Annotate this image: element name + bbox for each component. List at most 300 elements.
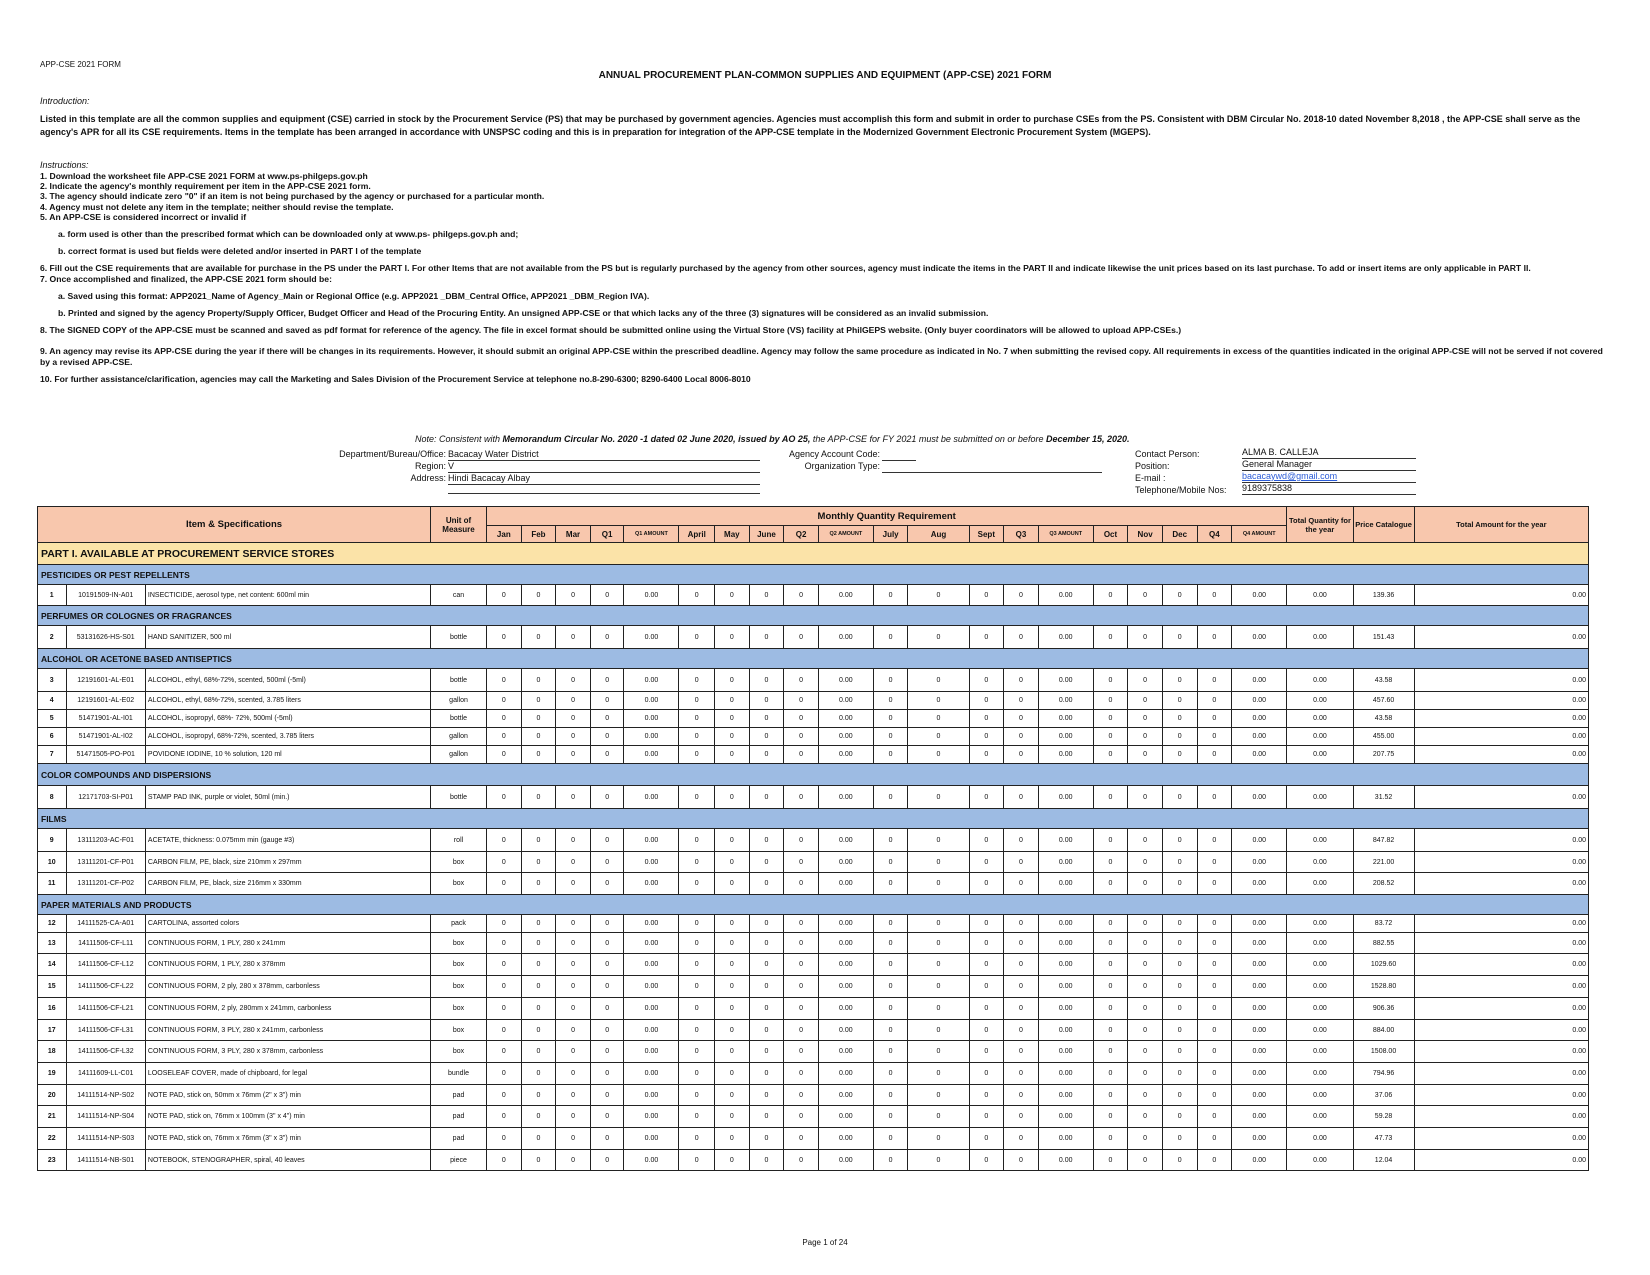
quantity-cell[interactable]: 0 bbox=[679, 728, 715, 746]
quantity-cell[interactable]: 0 bbox=[1197, 998, 1232, 1020]
quantity-cell[interactable]: 0 bbox=[908, 746, 969, 764]
quantity-cell[interactable]: 0 bbox=[521, 710, 556, 728]
quantity-cell[interactable]: 0 bbox=[873, 1106, 908, 1128]
quantity-cell[interactable]: 0 bbox=[749, 1106, 784, 1128]
quantity-cell[interactable]: 0 bbox=[715, 915, 750, 933]
quantity-cell[interactable]: 0 bbox=[1128, 585, 1163, 606]
quantity-cell[interactable]: 0 bbox=[1128, 728, 1163, 746]
quantity-cell[interactable]: 0 bbox=[679, 998, 715, 1020]
quantity-cell[interactable]: 0 bbox=[1128, 1106, 1163, 1128]
quantity-cell[interactable]: 0 bbox=[873, 1063, 908, 1085]
quantity-cell[interactable]: 0 bbox=[749, 746, 784, 764]
quantity-cell[interactable]: 0 bbox=[749, 915, 784, 933]
quantity-cell[interactable]: 0 bbox=[487, 728, 522, 746]
quantity-cell[interactable]: 0 bbox=[521, 669, 556, 692]
quantity-cell[interactable]: 0 bbox=[521, 1085, 556, 1106]
quantity-cell[interactable]: 0 bbox=[715, 976, 750, 998]
quantity-cell[interactable]: 0 bbox=[1093, 933, 1128, 954]
quantity-cell[interactable]: 0 bbox=[556, 1020, 591, 1041]
quantity-cell[interactable]: 0 bbox=[1093, 1085, 1128, 1106]
quantity-cell[interactable]: 0 bbox=[590, 829, 624, 852]
quantity-cell[interactable]: 0 bbox=[1004, 669, 1039, 692]
quantity-cell[interactable]: 0 bbox=[1197, 585, 1232, 606]
quantity-cell[interactable]: 0 bbox=[590, 585, 624, 606]
account-code-field[interactable] bbox=[882, 449, 916, 461]
quantity-cell[interactable]: 0 bbox=[679, 1128, 715, 1150]
quantity-cell[interactable]: 0 bbox=[1162, 915, 1197, 933]
quantity-cell[interactable]: 0 bbox=[487, 1150, 522, 1171]
quantity-cell[interactable]: 0 bbox=[908, 710, 969, 728]
quantity-cell[interactable]: 0 bbox=[1162, 1106, 1197, 1128]
quantity-cell[interactable]: 0 bbox=[521, 873, 556, 895]
quantity-cell[interactable]: 0 bbox=[1128, 746, 1163, 764]
quantity-cell[interactable]: 0 bbox=[1093, 1041, 1128, 1063]
quantity-cell[interactable]: 0 bbox=[590, 710, 624, 728]
quantity-cell[interactable]: 0 bbox=[1162, 728, 1197, 746]
quantity-cell[interactable]: 0 bbox=[1197, 852, 1232, 873]
quantity-cell[interactable]: 0 bbox=[1162, 746, 1197, 764]
quantity-cell[interactable]: 0 bbox=[487, 852, 522, 873]
quantity-cell[interactable]: 0 bbox=[873, 852, 908, 873]
quantity-cell[interactable]: 0 bbox=[1128, 915, 1163, 933]
region-field[interactable]: V bbox=[448, 461, 760, 473]
quantity-cell[interactable]: 0 bbox=[590, 933, 624, 954]
quantity-cell[interactable]: 0 bbox=[1128, 1041, 1163, 1063]
quantity-cell[interactable]: 0 bbox=[487, 786, 522, 809]
quantity-cell[interactable]: 0 bbox=[1128, 954, 1163, 976]
quantity-cell[interactable]: 0 bbox=[873, 585, 908, 606]
quantity-cell[interactable]: 0 bbox=[715, 692, 750, 710]
quantity-cell[interactable]: 0 bbox=[1004, 1128, 1039, 1150]
quantity-cell[interactable]: 0 bbox=[908, 626, 969, 649]
quantity-cell[interactable]: 0 bbox=[679, 746, 715, 764]
quantity-cell[interactable]: 0 bbox=[679, 933, 715, 954]
quantity-cell[interactable]: 0 bbox=[1093, 1020, 1128, 1041]
quantity-cell[interactable]: 0 bbox=[749, 710, 784, 728]
quantity-cell[interactable]: 0 bbox=[784, 998, 819, 1020]
quantity-cell[interactable]: 0 bbox=[784, 1128, 819, 1150]
quantity-cell[interactable]: 0 bbox=[749, 1085, 784, 1106]
quantity-cell[interactable]: 0 bbox=[873, 669, 908, 692]
quantity-cell[interactable]: 0 bbox=[1128, 852, 1163, 873]
quantity-cell[interactable]: 0 bbox=[1128, 710, 1163, 728]
quantity-cell[interactable]: 0 bbox=[1162, 998, 1197, 1020]
quantity-cell[interactable]: 0 bbox=[784, 692, 819, 710]
quantity-cell[interactable]: 0 bbox=[679, 954, 715, 976]
quantity-cell[interactable]: 0 bbox=[1093, 1063, 1128, 1085]
quantity-cell[interactable]: 0 bbox=[908, 1106, 969, 1128]
quantity-cell[interactable]: 0 bbox=[969, 585, 1004, 606]
quantity-cell[interactable]: 0 bbox=[873, 728, 908, 746]
quantity-cell[interactable]: 0 bbox=[969, 954, 1004, 976]
quantity-cell[interactable]: 0 bbox=[1093, 954, 1128, 976]
quantity-cell[interactable]: 0 bbox=[487, 1063, 522, 1085]
quantity-cell[interactable]: 0 bbox=[679, 1063, 715, 1085]
quantity-cell[interactable]: 0 bbox=[908, 915, 969, 933]
quantity-cell[interactable]: 0 bbox=[1093, 852, 1128, 873]
quantity-cell[interactable]: 0 bbox=[1093, 585, 1128, 606]
quantity-cell[interactable]: 0 bbox=[521, 1020, 556, 1041]
quantity-cell[interactable]: 0 bbox=[1162, 954, 1197, 976]
quantity-cell[interactable]: 0 bbox=[521, 998, 556, 1020]
quantity-cell[interactable]: 0 bbox=[749, 1063, 784, 1085]
quantity-cell[interactable]: 0 bbox=[1128, 1150, 1163, 1171]
quantity-cell[interactable]: 0 bbox=[908, 1085, 969, 1106]
quantity-cell[interactable]: 0 bbox=[784, 873, 819, 895]
quantity-cell[interactable]: 0 bbox=[715, 829, 750, 852]
quantity-cell[interactable]: 0 bbox=[590, 998, 624, 1020]
quantity-cell[interactable]: 0 bbox=[1162, 626, 1197, 649]
quantity-cell[interactable]: 0 bbox=[556, 710, 591, 728]
quantity-cell[interactable]: 0 bbox=[908, 1063, 969, 1085]
quantity-cell[interactable]: 0 bbox=[969, 626, 1004, 649]
quantity-cell[interactable]: 0 bbox=[679, 626, 715, 649]
quantity-cell[interactable]: 0 bbox=[784, 915, 819, 933]
quantity-cell[interactable]: 0 bbox=[908, 998, 969, 1020]
quantity-cell[interactable]: 0 bbox=[873, 692, 908, 710]
quantity-cell[interactable]: 0 bbox=[715, 626, 750, 649]
quantity-cell[interactable]: 0 bbox=[908, 669, 969, 692]
quantity-cell[interactable]: 0 bbox=[784, 1085, 819, 1106]
quantity-cell[interactable]: 0 bbox=[873, 976, 908, 998]
quantity-cell[interactable]: 0 bbox=[969, 998, 1004, 1020]
quantity-cell[interactable]: 0 bbox=[521, 692, 556, 710]
position-field[interactable]: General Manager bbox=[1242, 459, 1416, 471]
quantity-cell[interactable]: 0 bbox=[679, 1041, 715, 1063]
address-field[interactable]: Hindi Bacacay Albay bbox=[448, 473, 760, 485]
quantity-cell[interactable]: 0 bbox=[487, 954, 522, 976]
quantity-cell[interactable]: 0 bbox=[1093, 626, 1128, 649]
quantity-cell[interactable]: 0 bbox=[1128, 998, 1163, 1020]
quantity-cell[interactable]: 0 bbox=[1162, 710, 1197, 728]
quantity-cell[interactable]: 0 bbox=[1197, 915, 1232, 933]
quantity-cell[interactable]: 0 bbox=[1197, 873, 1232, 895]
quantity-cell[interactable]: 0 bbox=[1197, 1106, 1232, 1128]
quantity-cell[interactable]: 0 bbox=[556, 692, 591, 710]
quantity-cell[interactable]: 0 bbox=[784, 852, 819, 873]
quantity-cell[interactable]: 0 bbox=[1197, 710, 1232, 728]
quantity-cell[interactable]: 0 bbox=[590, 786, 624, 809]
quantity-cell[interactable]: 0 bbox=[969, 873, 1004, 895]
quantity-cell[interactable]: 0 bbox=[873, 786, 908, 809]
quantity-cell[interactable]: 0 bbox=[1004, 998, 1039, 1020]
quantity-cell[interactable]: 0 bbox=[1162, 1020, 1197, 1041]
quantity-cell[interactable]: 0 bbox=[1197, 669, 1232, 692]
quantity-cell[interactable]: 0 bbox=[969, 1128, 1004, 1150]
quantity-cell[interactable]: 0 bbox=[969, 746, 1004, 764]
quantity-cell[interactable]: 0 bbox=[1093, 829, 1128, 852]
quantity-cell[interactable]: 0 bbox=[749, 873, 784, 895]
quantity-cell[interactable]: 0 bbox=[487, 873, 522, 895]
quantity-cell[interactable]: 0 bbox=[873, 746, 908, 764]
quantity-cell[interactable]: 0 bbox=[590, 746, 624, 764]
quantity-cell[interactable]: 0 bbox=[1128, 829, 1163, 852]
quantity-cell[interactable]: 0 bbox=[715, 1106, 750, 1128]
quantity-cell[interactable]: 0 bbox=[908, 786, 969, 809]
quantity-cell[interactable]: 0 bbox=[521, 728, 556, 746]
quantity-cell[interactable]: 0 bbox=[521, 746, 556, 764]
quantity-cell[interactable]: 0 bbox=[556, 933, 591, 954]
quantity-cell[interactable]: 0 bbox=[556, 998, 591, 1020]
quantity-cell[interactable]: 0 bbox=[784, 710, 819, 728]
email-field[interactable]: bacacaywd@gmail.com bbox=[1242, 471, 1416, 483]
quantity-cell[interactable]: 0 bbox=[749, 829, 784, 852]
quantity-cell[interactable]: 0 bbox=[749, 1150, 784, 1171]
quantity-cell[interactable]: 0 bbox=[1128, 669, 1163, 692]
quantity-cell[interactable]: 0 bbox=[556, 1128, 591, 1150]
quantity-cell[interactable]: 0 bbox=[1004, 933, 1039, 954]
quantity-cell[interactable]: 0 bbox=[715, 786, 750, 809]
quantity-cell[interactable]: 0 bbox=[679, 669, 715, 692]
quantity-cell[interactable]: 0 bbox=[521, 933, 556, 954]
quantity-cell[interactable]: 0 bbox=[969, 1085, 1004, 1106]
quantity-cell[interactable]: 0 bbox=[1004, 692, 1039, 710]
quantity-cell[interactable]: 0 bbox=[556, 976, 591, 998]
quantity-cell[interactable]: 0 bbox=[590, 669, 624, 692]
telephone-field[interactable]: 9189375838 bbox=[1242, 483, 1416, 495]
quantity-cell[interactable]: 0 bbox=[715, 1150, 750, 1171]
quantity-cell[interactable]: 0 bbox=[521, 915, 556, 933]
quantity-cell[interactable]: 0 bbox=[908, 585, 969, 606]
quantity-cell[interactable]: 0 bbox=[590, 1150, 624, 1171]
quantity-cell[interactable]: 0 bbox=[1093, 1106, 1128, 1128]
quantity-cell[interactable]: 0 bbox=[969, 710, 1004, 728]
quantity-cell[interactable]: 0 bbox=[590, 954, 624, 976]
quantity-cell[interactable]: 0 bbox=[1004, 786, 1039, 809]
quantity-cell[interactable]: 0 bbox=[556, 669, 591, 692]
quantity-cell[interactable]: 0 bbox=[715, 954, 750, 976]
quantity-cell[interactable]: 0 bbox=[873, 998, 908, 1020]
quantity-cell[interactable]: 0 bbox=[784, 976, 819, 998]
quantity-cell[interactable]: 0 bbox=[715, 998, 750, 1020]
quantity-cell[interactable]: 0 bbox=[749, 976, 784, 998]
quantity-cell[interactable]: 0 bbox=[1004, 710, 1039, 728]
quantity-cell[interactable]: 0 bbox=[521, 1150, 556, 1171]
quantity-cell[interactable]: 0 bbox=[679, 1150, 715, 1171]
quantity-cell[interactable]: 0 bbox=[590, 728, 624, 746]
quantity-cell[interactable]: 0 bbox=[1093, 710, 1128, 728]
quantity-cell[interactable]: 0 bbox=[1197, 976, 1232, 998]
quantity-cell[interactable]: 0 bbox=[1004, 1106, 1039, 1128]
quantity-cell[interactable]: 0 bbox=[1162, 786, 1197, 809]
quantity-cell[interactable]: 0 bbox=[521, 1063, 556, 1085]
quantity-cell[interactable]: 0 bbox=[715, 933, 750, 954]
quantity-cell[interactable]: 0 bbox=[908, 1150, 969, 1171]
quantity-cell[interactable]: 0 bbox=[969, 852, 1004, 873]
quantity-cell[interactable]: 0 bbox=[521, 829, 556, 852]
quantity-cell[interactable]: 0 bbox=[556, 1150, 591, 1171]
quantity-cell[interactable]: 0 bbox=[873, 1150, 908, 1171]
quantity-cell[interactable]: 0 bbox=[1004, 1063, 1039, 1085]
quantity-cell[interactable]: 0 bbox=[487, 746, 522, 764]
quantity-cell[interactable]: 0 bbox=[1004, 728, 1039, 746]
quantity-cell[interactable]: 0 bbox=[1004, 626, 1039, 649]
quantity-cell[interactable]: 0 bbox=[1004, 954, 1039, 976]
quantity-cell[interactable]: 0 bbox=[487, 1128, 522, 1150]
quantity-cell[interactable]: 0 bbox=[1093, 746, 1128, 764]
quantity-cell[interactable]: 0 bbox=[521, 1128, 556, 1150]
quantity-cell[interactable]: 0 bbox=[749, 692, 784, 710]
quantity-cell[interactable]: 0 bbox=[1093, 728, 1128, 746]
quantity-cell[interactable]: 0 bbox=[908, 692, 969, 710]
quantity-cell[interactable]: 0 bbox=[969, 976, 1004, 998]
quantity-cell[interactable]: 0 bbox=[1162, 1085, 1197, 1106]
quantity-cell[interactable]: 0 bbox=[1197, 1020, 1232, 1041]
quantity-cell[interactable]: 0 bbox=[969, 1106, 1004, 1128]
quantity-cell[interactable]: 0 bbox=[487, 915, 522, 933]
quantity-cell[interactable]: 0 bbox=[1128, 1063, 1163, 1085]
quantity-cell[interactable]: 0 bbox=[1197, 1128, 1232, 1150]
quantity-cell[interactable]: 0 bbox=[969, 728, 1004, 746]
quantity-cell[interactable]: 0 bbox=[487, 1106, 522, 1128]
quantity-cell[interactable]: 0 bbox=[1197, 626, 1232, 649]
quantity-cell[interactable]: 0 bbox=[749, 786, 784, 809]
quantity-cell[interactable]: 0 bbox=[715, 1085, 750, 1106]
quantity-cell[interactable]: 0 bbox=[1197, 1063, 1232, 1085]
quantity-cell[interactable]: 0 bbox=[679, 692, 715, 710]
quantity-cell[interactable]: 0 bbox=[679, 852, 715, 873]
quantity-cell[interactable]: 0 bbox=[749, 852, 784, 873]
quantity-cell[interactable]: 0 bbox=[1162, 933, 1197, 954]
quantity-cell[interactable]: 0 bbox=[1004, 852, 1039, 873]
quantity-cell[interactable]: 0 bbox=[487, 998, 522, 1020]
quantity-cell[interactable]: 0 bbox=[487, 692, 522, 710]
quantity-cell[interactable]: 0 bbox=[1093, 1128, 1128, 1150]
quantity-cell[interactable]: 0 bbox=[749, 626, 784, 649]
quantity-cell[interactable]: 0 bbox=[679, 829, 715, 852]
quantity-cell[interactable]: 0 bbox=[556, 626, 591, 649]
quantity-cell[interactable]: 0 bbox=[1128, 786, 1163, 809]
quantity-cell[interactable]: 0 bbox=[556, 852, 591, 873]
quantity-cell[interactable]: 0 bbox=[908, 1041, 969, 1063]
quantity-cell[interactable]: 0 bbox=[908, 728, 969, 746]
quantity-cell[interactable]: 0 bbox=[969, 1063, 1004, 1085]
quantity-cell[interactable]: 0 bbox=[679, 915, 715, 933]
quantity-cell[interactable]: 0 bbox=[873, 626, 908, 649]
quantity-cell[interactable]: 0 bbox=[556, 915, 591, 933]
quantity-cell[interactable]: 0 bbox=[590, 692, 624, 710]
quantity-cell[interactable]: 0 bbox=[556, 786, 591, 809]
quantity-cell[interactable]: 0 bbox=[487, 1020, 522, 1041]
quantity-cell[interactable]: 0 bbox=[1162, 692, 1197, 710]
quantity-cell[interactable]: 0 bbox=[784, 1063, 819, 1085]
quantity-cell[interactable]: 0 bbox=[784, 933, 819, 954]
quantity-cell[interactable]: 0 bbox=[1197, 954, 1232, 976]
quantity-cell[interactable]: 0 bbox=[784, 829, 819, 852]
quantity-cell[interactable]: 0 bbox=[590, 1020, 624, 1041]
quantity-cell[interactable]: 0 bbox=[487, 710, 522, 728]
quantity-cell[interactable]: 0 bbox=[908, 873, 969, 895]
quantity-cell[interactable]: 0 bbox=[969, 915, 1004, 933]
quantity-cell[interactable]: 0 bbox=[1093, 998, 1128, 1020]
quantity-cell[interactable]: 0 bbox=[784, 786, 819, 809]
quantity-cell[interactable]: 0 bbox=[679, 873, 715, 895]
quantity-cell[interactable]: 0 bbox=[556, 873, 591, 895]
quantity-cell[interactable]: 0 bbox=[556, 829, 591, 852]
quantity-cell[interactable]: 0 bbox=[1162, 669, 1197, 692]
quantity-cell[interactable]: 0 bbox=[1128, 692, 1163, 710]
quantity-cell[interactable]: 0 bbox=[715, 585, 750, 606]
quantity-cell[interactable]: 0 bbox=[873, 1020, 908, 1041]
quantity-cell[interactable]: 0 bbox=[873, 710, 908, 728]
quantity-cell[interactable]: 0 bbox=[873, 954, 908, 976]
quantity-cell[interactable]: 0 bbox=[873, 1041, 908, 1063]
quantity-cell[interactable]: 0 bbox=[590, 1106, 624, 1128]
quantity-cell[interactable]: 0 bbox=[521, 976, 556, 998]
quantity-cell[interactable]: 0 bbox=[1162, 873, 1197, 895]
quantity-cell[interactable]: 0 bbox=[556, 954, 591, 976]
dept-field[interactable]: Bacacay Water District bbox=[448, 449, 760, 461]
quantity-cell[interactable]: 0 bbox=[487, 626, 522, 649]
quantity-cell[interactable]: 0 bbox=[908, 976, 969, 998]
quantity-cell[interactable]: 0 bbox=[1004, 585, 1039, 606]
quantity-cell[interactable]: 0 bbox=[1128, 1085, 1163, 1106]
quantity-cell[interactable]: 0 bbox=[749, 728, 784, 746]
quantity-cell[interactable]: 0 bbox=[969, 829, 1004, 852]
quantity-cell[interactable]: 0 bbox=[1128, 1020, 1163, 1041]
quantity-cell[interactable]: 0 bbox=[715, 728, 750, 746]
quantity-cell[interactable]: 0 bbox=[1004, 1041, 1039, 1063]
quantity-cell[interactable]: 0 bbox=[679, 1085, 715, 1106]
quantity-cell[interactable]: 0 bbox=[556, 585, 591, 606]
quantity-cell[interactable]: 0 bbox=[1093, 915, 1128, 933]
quantity-cell[interactable]: 0 bbox=[590, 873, 624, 895]
quantity-cell[interactable]: 0 bbox=[1197, 728, 1232, 746]
quantity-cell[interactable]: 0 bbox=[487, 1085, 522, 1106]
quantity-cell[interactable]: 0 bbox=[1197, 1150, 1232, 1171]
quantity-cell[interactable]: 0 bbox=[1162, 1128, 1197, 1150]
quantity-cell[interactable]: 0 bbox=[590, 1063, 624, 1085]
quantity-cell[interactable]: 0 bbox=[590, 1085, 624, 1106]
quantity-cell[interactable]: 0 bbox=[908, 1128, 969, 1150]
quantity-cell[interactable]: 0 bbox=[784, 1150, 819, 1171]
quantity-cell[interactable]: 0 bbox=[590, 1041, 624, 1063]
quantity-cell[interactable]: 0 bbox=[969, 1150, 1004, 1171]
quantity-cell[interactable]: 0 bbox=[715, 873, 750, 895]
quantity-cell[interactable]: 0 bbox=[1004, 1150, 1039, 1171]
quantity-cell[interactable]: 0 bbox=[715, 852, 750, 873]
quantity-cell[interactable]: 0 bbox=[969, 692, 1004, 710]
quantity-cell[interactable]: 0 bbox=[715, 669, 750, 692]
org-type-field[interactable] bbox=[882, 461, 1102, 473]
quantity-cell[interactable]: 0 bbox=[969, 669, 1004, 692]
quantity-cell[interactable]: 0 bbox=[873, 915, 908, 933]
quantity-cell[interactable]: 0 bbox=[1162, 852, 1197, 873]
quantity-cell[interactable]: 0 bbox=[1004, 976, 1039, 998]
quantity-cell[interactable]: 0 bbox=[1197, 829, 1232, 852]
quantity-cell[interactable]: 0 bbox=[715, 746, 750, 764]
quantity-cell[interactable]: 0 bbox=[679, 1020, 715, 1041]
quantity-cell[interactable]: 0 bbox=[1093, 669, 1128, 692]
quantity-cell[interactable]: 0 bbox=[908, 954, 969, 976]
quantity-cell[interactable]: 0 bbox=[1197, 746, 1232, 764]
quantity-cell[interactable]: 0 bbox=[1162, 829, 1197, 852]
quantity-cell[interactable]: 0 bbox=[1162, 1063, 1197, 1085]
quantity-cell[interactable]: 0 bbox=[487, 976, 522, 998]
quantity-cell[interactable]: 0 bbox=[1004, 829, 1039, 852]
quantity-cell[interactable]: 0 bbox=[1128, 1128, 1163, 1150]
quantity-cell[interactable]: 0 bbox=[521, 852, 556, 873]
quantity-cell[interactable]: 0 bbox=[521, 786, 556, 809]
quantity-cell[interactable]: 0 bbox=[590, 1128, 624, 1150]
quantity-cell[interactable]: 0 bbox=[1162, 1150, 1197, 1171]
quantity-cell[interactable]: 0 bbox=[679, 1106, 715, 1128]
quantity-cell[interactable]: 0 bbox=[590, 626, 624, 649]
quantity-cell[interactable]: 0 bbox=[784, 626, 819, 649]
quantity-cell[interactable]: 0 bbox=[715, 710, 750, 728]
quantity-cell[interactable]: 0 bbox=[556, 1041, 591, 1063]
quantity-cell[interactable]: 0 bbox=[715, 1063, 750, 1085]
